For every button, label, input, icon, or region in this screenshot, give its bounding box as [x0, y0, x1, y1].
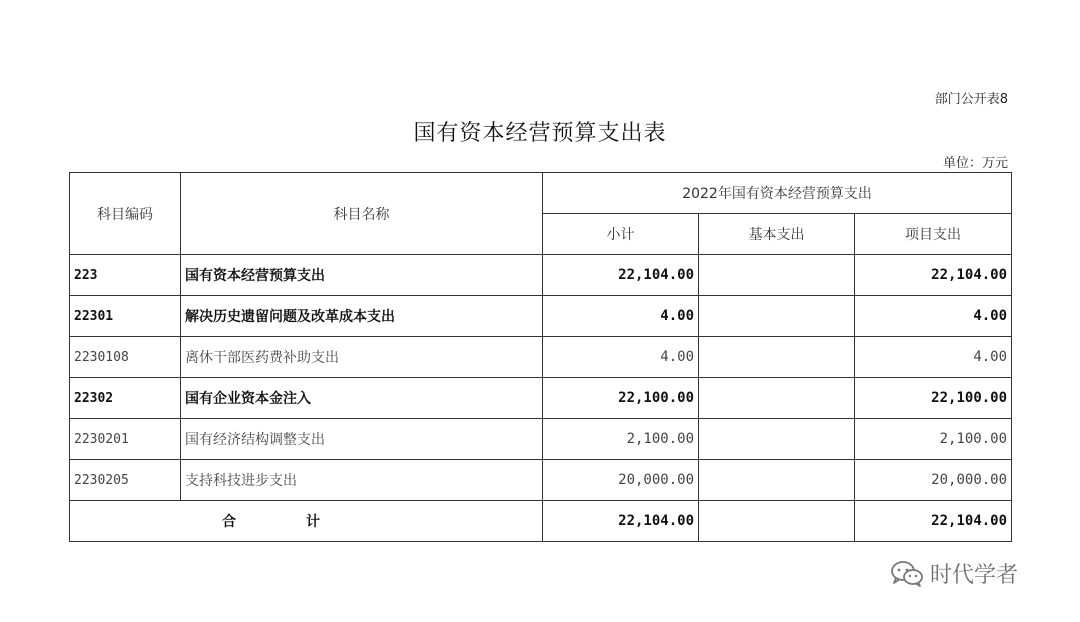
- row-subtotal: 22,104.00: [543, 255, 699, 296]
- total-row: [70, 501, 1012, 542]
- total-project: 22,104.00: [855, 501, 1012, 542]
- table-row: [70, 378, 1012, 419]
- header-project: 项目支出: [855, 214, 1012, 255]
- row-subtotal: 4.00: [543, 337, 699, 378]
- row-code: 22301: [70, 296, 181, 337]
- row-name: 国有企业资本金注入: [181, 378, 543, 419]
- row-basic: [699, 460, 855, 501]
- row-subtotal: 2,100.00: [543, 419, 699, 460]
- row-name: 支持科技进步支出: [181, 460, 543, 501]
- unit-label: 单位：万元: [942, 156, 1008, 171]
- row-subtotal: 4.00: [543, 296, 699, 337]
- row-basic: [699, 255, 855, 296]
- table-row: [70, 419, 1012, 460]
- header-name: 科目名称: [181, 173, 543, 255]
- header-basic: 基本支出: [699, 214, 855, 255]
- table-row: [70, 337, 1012, 378]
- row-code: 223: [70, 255, 181, 296]
- budget-table: [69, 172, 1012, 542]
- total-label: 合计: [70, 501, 543, 542]
- row-code: 2230108: [70, 337, 181, 378]
- page-title: 国有资本经营预算支出表: [413, 121, 667, 146]
- row-project: 4.00: [855, 296, 1012, 337]
- header-code: 科目编码: [70, 173, 181, 255]
- row-basic: [699, 419, 855, 460]
- row-project: 2,100.00: [855, 419, 1012, 460]
- row-basic: [699, 378, 855, 419]
- header-group: 2022年国有资本经营预算支出: [543, 173, 1012, 214]
- table-row: [70, 296, 1012, 337]
- row-name: 国有经济结构调整支出: [181, 419, 543, 460]
- row-name: 离休干部医药费补助支出: [181, 337, 543, 378]
- row-project: 22,100.00: [855, 378, 1012, 419]
- table-row: [70, 255, 1012, 296]
- total-basic: [699, 501, 855, 542]
- form-number: 部门公开表8: [934, 92, 1008, 107]
- row-project: 4.00: [855, 337, 1012, 378]
- row-basic: [699, 337, 855, 378]
- row-project: 20,000.00: [855, 460, 1012, 501]
- row-code: 2230205: [70, 460, 181, 501]
- header-subtotal: 小计: [543, 214, 699, 255]
- row-project: 22,104.00: [855, 255, 1012, 296]
- row-name: 国有资本经营预算支出: [181, 255, 543, 296]
- row-code: 22302: [70, 378, 181, 419]
- total-subtotal: 22,104.00: [543, 501, 699, 542]
- row-name: 解决历史遗留问题及改革成本支出: [181, 296, 543, 337]
- row-basic: [699, 296, 855, 337]
- row-code: 2230201: [70, 419, 181, 460]
- row-subtotal: 22,100.00: [543, 378, 699, 419]
- row-subtotal: 20,000.00: [543, 460, 699, 501]
- watermark: [890, 558, 1018, 589]
- watermark-text: 时代学者: [930, 563, 1019, 588]
- table-row: [70, 460, 1012, 501]
- wechat-icon: [890, 560, 924, 588]
